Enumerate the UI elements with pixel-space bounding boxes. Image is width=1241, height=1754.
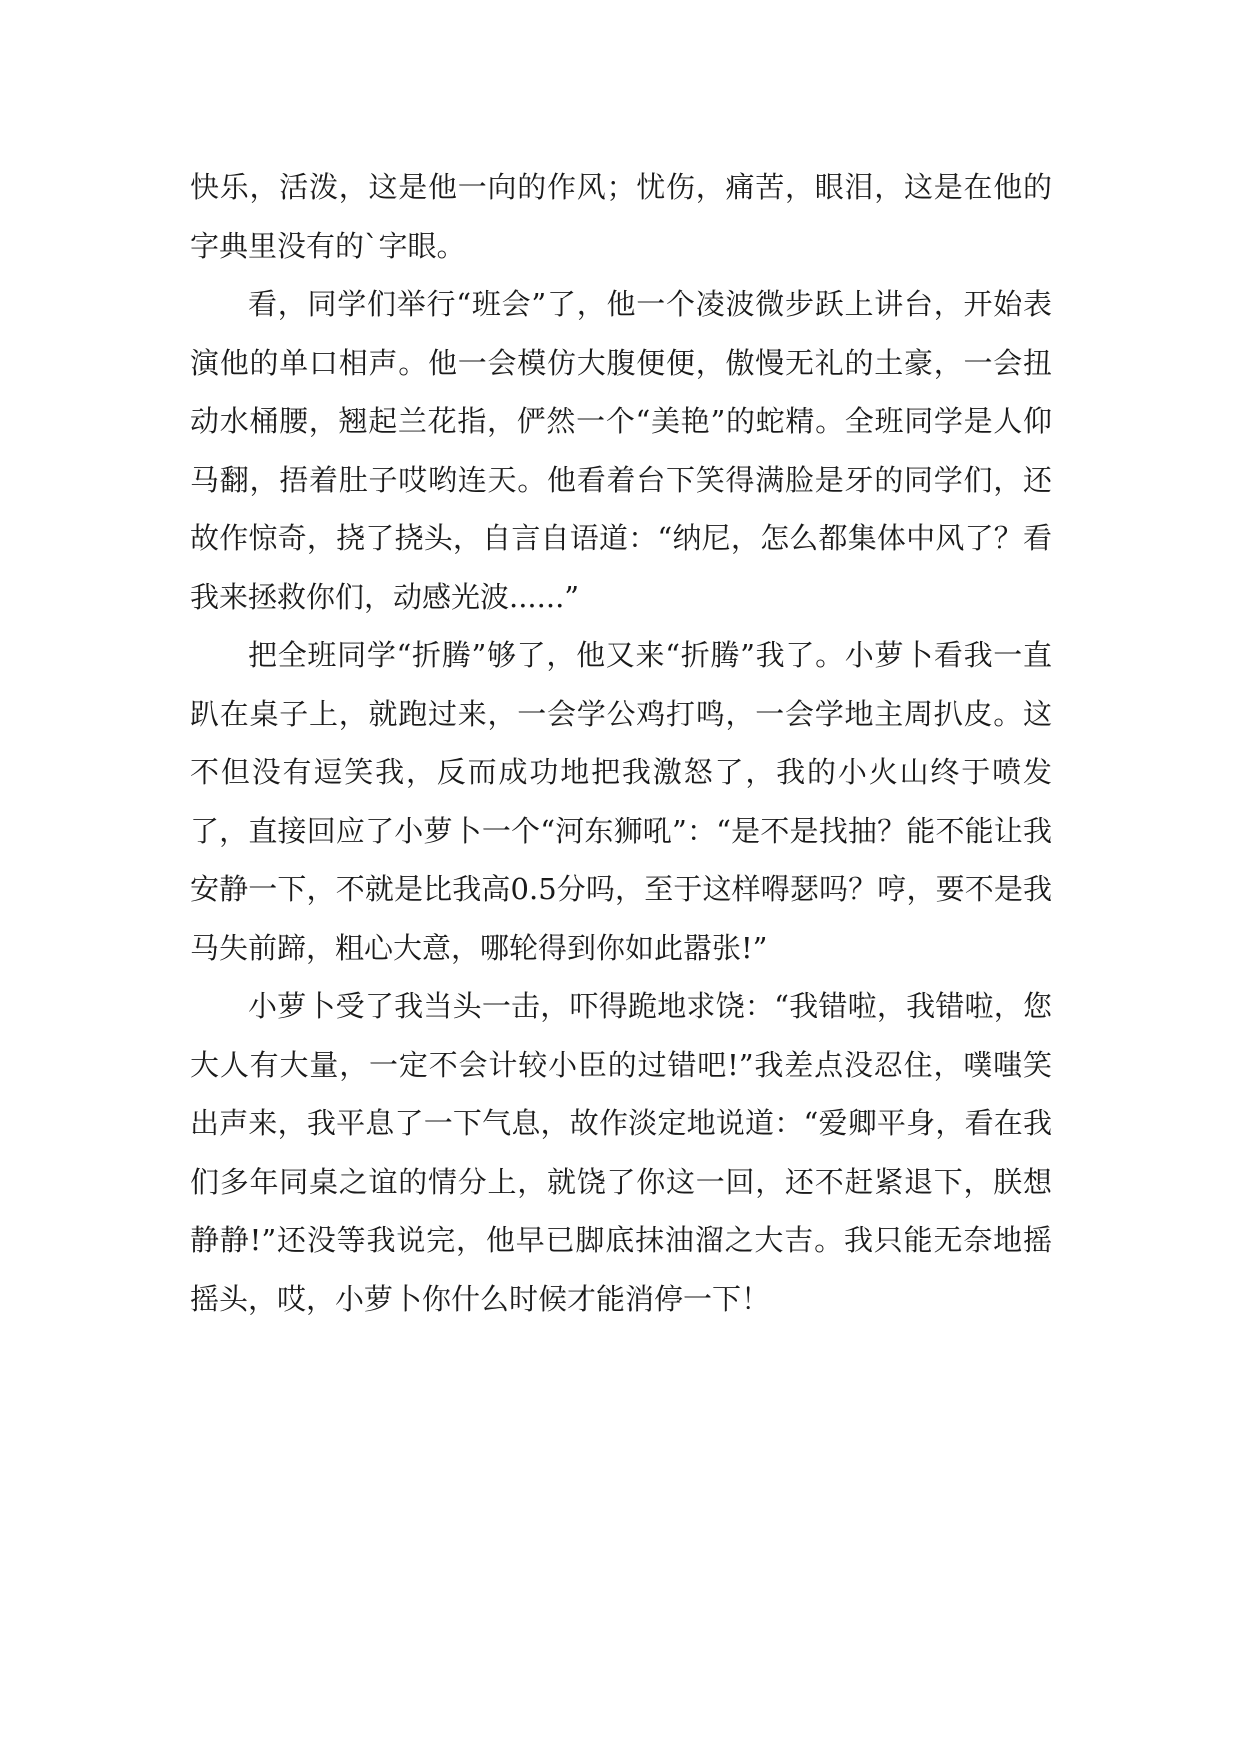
paragraph-1: 快乐，活泼，这是他一向的作风；忧伤，痛苦，眼泪，这是在他的字典里没有的`字眼。	[190, 170, 1052, 263]
paragraph-4: 小萝卜受了我当头一击，吓得跪地求饶：“我错啦，我错啦，您大人有大量，一定不会计较小臣的过错吧!”我差点没忍住，噗嗤笑出声来，我平息了一下气息，故作淡定地说道：“爱卿平身，看在我们多年同桌之谊的情分上，就饶了你这一回，还不赶紧退下，朕想静静!”还没等我说完，他早已脚底抹油溜之大吉。我只能无奈地摇摇头，哎，小萝卜你什么时候才能消停一下！	[190, 989, 1052, 1316]
essay-body	[190, 158, 1052, 1328]
paragraph-3: 把全班同学“折腾”够了，他又来“折腾”我了。小萝卜看我一直趴在桌子上，就跑过来，一会学公鸡打鸣，一会学地主周扒皮。这不但没有逗笑我，反而成功地把我激怒了，我的小火山终于喷发了，直接回应了小萝卜一个“河东狮吼”：“是不是找抽？能不能让我安静一下，不就是比我高0.5分吗，至于这样嘚瑟吗？哼，要不是我马失前蹄，粗心大意，哪轮得到你如此嚣张!”	[190, 638, 1052, 965]
paragraph-2: 看，同学们举行“班会”了，他一个凌波微步跃上讲台，开始表演他的单口相声。他一会模仿大腹便便，傲慢无礼的土豪，一会扭动水桶腰，翘起兰花指，俨然一个“美艳”的蛇精。全班同学是人仰马翻，捂着肚子哎哟连天。他看着台下笑得满脸是牙的同学们，还故作惊奇，挠了挠头，自言自语道：“纳尼，怎么都集体中风了？看我来拯救你们，动感光波......”	[190, 287, 1052, 614]
